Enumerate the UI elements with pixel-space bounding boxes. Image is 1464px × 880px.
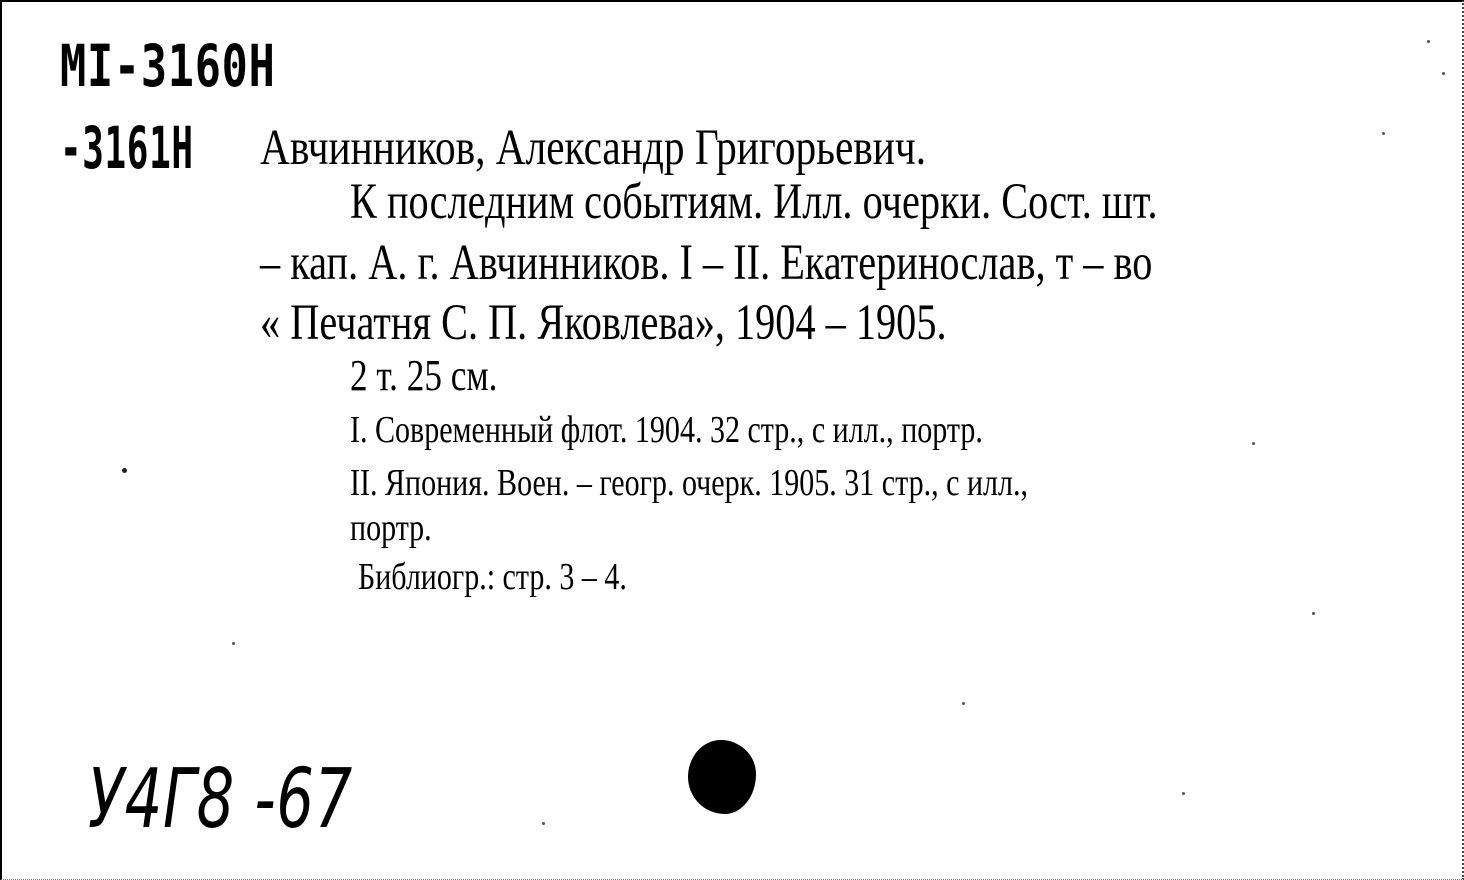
speck — [1252, 442, 1255, 445]
title-line-1: К последним событиям. Илл. очерки. Сост. шт. — [350, 174, 1158, 230]
bibliography-note: Библиогр.: стр. 3 – 4. — [358, 556, 627, 598]
author-heading: Авчинников, Александр Григорьевич. — [260, 120, 927, 176]
speck — [232, 642, 235, 645]
speck — [962, 702, 965, 705]
title-line-3: « Печатня С. П. Яковлева», 1904 – 1905. — [260, 295, 947, 351]
speck — [1182, 792, 1185, 795]
physical-description: 2 т. 25 см. — [350, 351, 498, 400]
volume-2-note-line-1: II. Япония. Воен. – геогр. очерк. 1905. 31 стр., с илл., — [350, 462, 1028, 504]
volume-1-note: I. Современный флот. 1904. 32 стр., с илл., портр. — [350, 409, 983, 451]
call-number-1: MI-3160H — [60, 32, 276, 100]
volume-2-note-line-2: портр. — [350, 507, 432, 549]
speck — [1442, 72, 1445, 75]
title-line-2: – кап. А. г. Авчинников. I – II. Екатеринослав, т – во — [260, 235, 1153, 291]
call-number-2: -3161H — [60, 114, 194, 182]
speck — [1382, 132, 1385, 135]
speck — [1427, 40, 1430, 43]
speck — [542, 822, 545, 825]
bottom-handwritten-note: У4Г8 -67 — [88, 752, 353, 847]
speck — [1312, 612, 1315, 615]
speck — [122, 468, 127, 473]
punch-hole — [688, 740, 756, 814]
